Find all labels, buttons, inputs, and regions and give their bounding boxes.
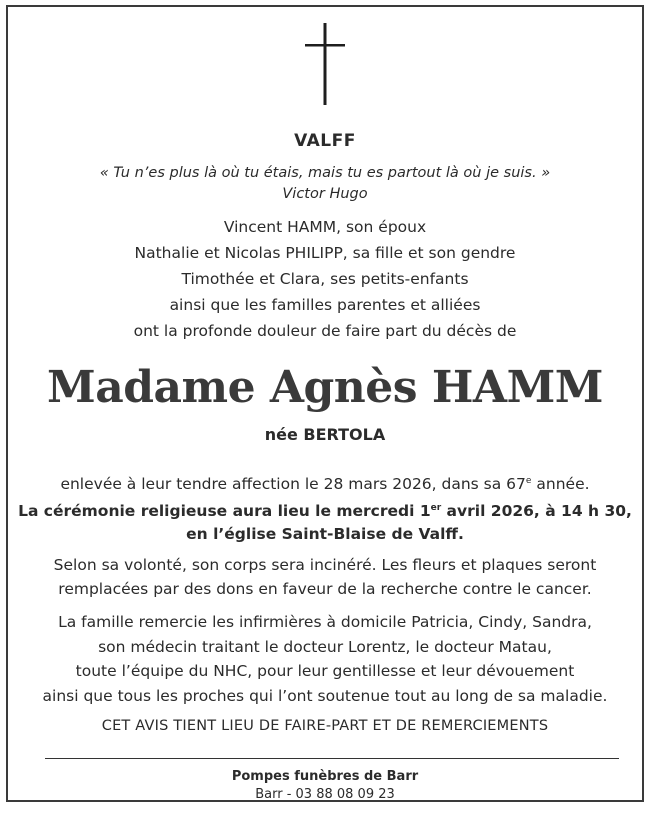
thanks-line: toute l’équipe du NHC, pour leur gentillesse et leur dévouement [75, 662, 575, 680]
ceremony-line-1-end: avril 2026, à 14 h 30, [441, 502, 632, 520]
town-name: VALFF [294, 131, 356, 151]
final-wishes [8, 553, 642, 601]
maiden-name: née BERTOLA [264, 425, 386, 444]
quote-text: « Tu n’es plus là où tu étais, mais tu es partout là où je suis. » [99, 165, 551, 181]
notice-statement: CET AVIS TIENT LIEU DE FAIRE-PART ET DE REMERCIEMENTS [101, 718, 549, 734]
cross-icon [8, 23, 642, 105]
death-line-text: enlevée à leur tendre affection le 28 mars 2026, dans sa 67 [60, 475, 526, 493]
funeral-home-name: Pompes funèbres de Barr [231, 769, 419, 784]
ceremony-line-1-text: La cérémonie religieuse aura lieu le mercredi 1 [18, 502, 431, 520]
divider [45, 758, 619, 759]
death-line-sup: e [525, 475, 532, 486]
thanks-line: son médecin traitant le docteur Lorentz, le docteur Matau, [98, 637, 552, 656]
quote [8, 163, 642, 205]
ceremony-line-1 [8, 500, 642, 523]
family-line: Nathalie et Nicolas PHILIPP, sa fille et son gendre [134, 244, 516, 262]
family-line: ont la profonde douleur de faire part du décès de [133, 322, 517, 340]
death-date-line [8, 472, 642, 496]
thanks-line: La famille remercie les infirmières à domicile Patricia, Cindy, Sandra, [58, 613, 592, 631]
ceremony-info [8, 500, 642, 546]
ceremony-line-1-sup: er [430, 502, 442, 513]
obituary-frame [6, 5, 644, 802]
quote-author: Victor Hugo [282, 186, 368, 202]
acknowledgements [8, 610, 642, 708]
wishes-line: Selon sa volonté, son corps sera incinéré. Les fleurs et plaques seront [53, 556, 597, 574]
family-announcement [8, 214, 642, 344]
thanks-line: ainsi que tous les proches qui l’ont soutenue tout au long de sa maladie. [42, 686, 608, 705]
funeral-home-contact: Barr - 03 88 08 09 23 [255, 787, 395, 802]
ceremony-line-2: en l’église Saint-Blaise de Valff. [186, 525, 464, 543]
wishes-line: remplacées par des dons en faveur de la recherche contre le cancer. [58, 580, 592, 598]
family-line: ainsi que les familles parentes et alliées [169, 296, 481, 314]
family-line: Vincent HAMM, son époux [223, 218, 427, 236]
death-line-end: année. [531, 475, 590, 493]
family-line: Timothée et Clara, ses petits-enfants [181, 270, 469, 288]
deceased-name: Madame Agnès HAMM [47, 362, 603, 413]
